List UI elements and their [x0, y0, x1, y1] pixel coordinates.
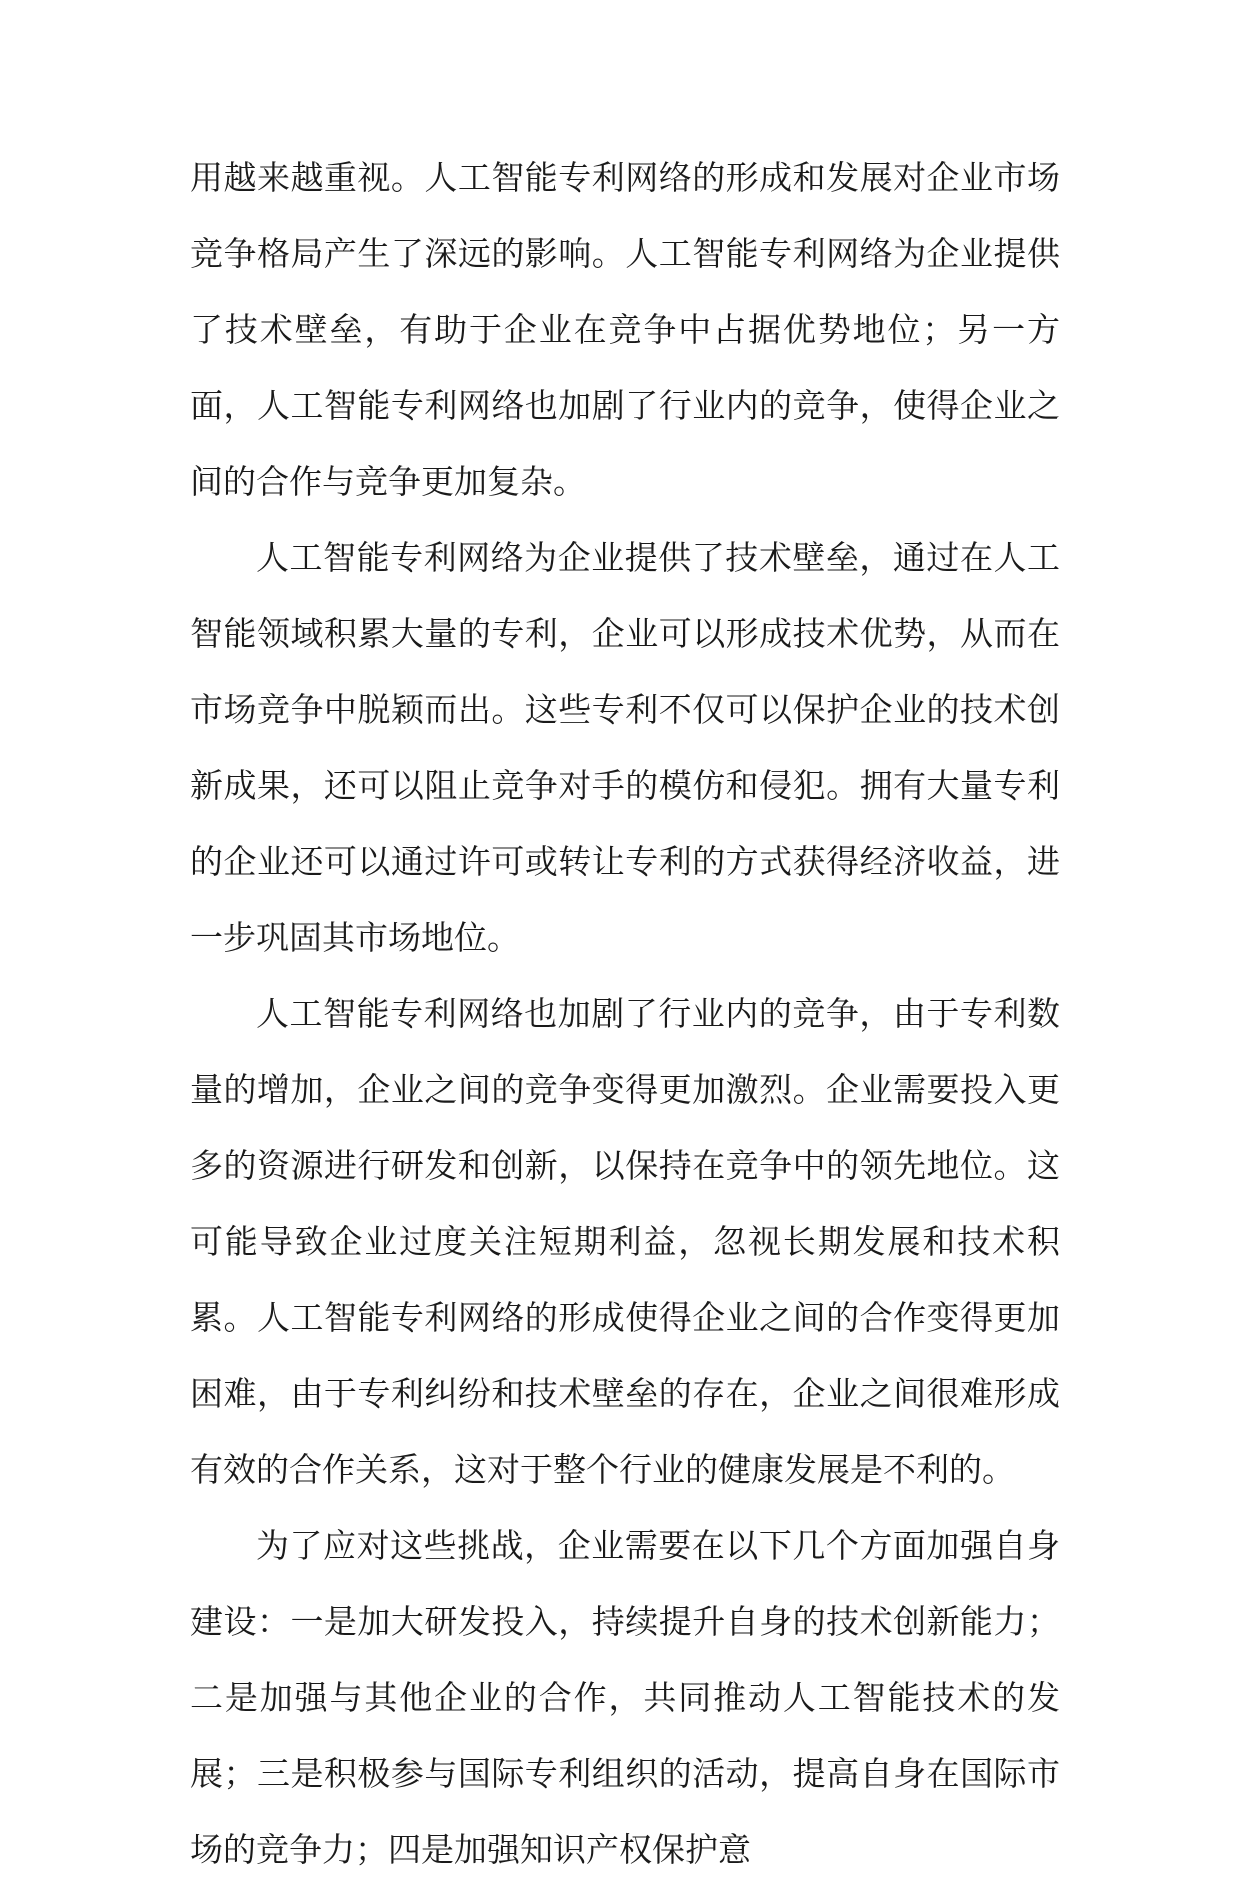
paragraph-4: 为了应对这些挑战，企业需要在以下几个方面加强自身建设：一是加大研发投入，持续提升自身的技术创新能力；二是加强与其他企业的合作，共同推动人工智能技术的发展；三是积极参与国际专利组织的活动，提高自身在国际市场的竞争力；四是加强知识产权保护意 — [190, 1526, 1060, 1869]
body-text — [190, 140, 1060, 1888]
paragraph-2: 人工智能专利网络为企业提供了技术壁垒，通过在人工智能领域积累大量的专利，企业可以形成技术优势，从而在市场竞争中脱颖而出。这些专利不仅可以保护企业的技术创新成果，还可以阻止竞争对手的模仿和侵犯。拥有大量专利的企业还可以通过许可或转让专利的方式获得经济收益，进一步巩固其市场地位。 — [190, 538, 1060, 957]
paragraph-1: 用越来越重视。人工智能专利网络的形成和发展对企业市场竞争格局产生了深远的影响。人工智能专利网络为企业提供了技术壁垒，有助于企业在竞争中占据优势地位；另一方面，人工智能专利网络也加剧了行业内的竞争，使得企业之间的合作与竞争更加复杂。 — [190, 158, 1060, 501]
paragraph-3: 人工智能专利网络也加剧了行业内的竞争，由于专利数量的增加，企业之间的竞争变得更加激烈。企业需要投入更多的资源进行研发和创新，以保持在竞争中的领先地位。这可能导致企业过度关注短期利益，忽视长期发展和技术积累。人工智能专利网络的形成使得企业之间的合作变得更加困难，由于专利纠纷和技术壁垒的存在，企业之间很难形成有效的合作关系，这对于整个行业的健康发展是不利的。 — [190, 994, 1060, 1489]
